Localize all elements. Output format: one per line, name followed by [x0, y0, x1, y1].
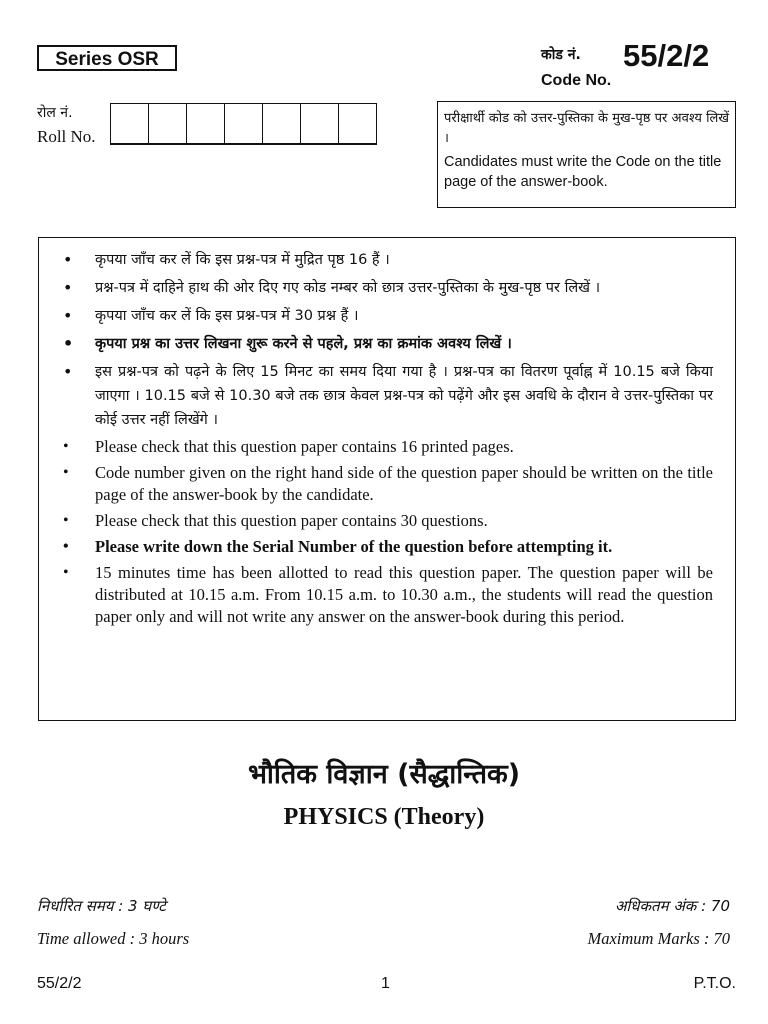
- instruction-item: • कृपया जाँच कर लें कि इस प्रश्न-पत्र में मुद्रित पृष्ठ 16 हैं ।: [95, 248, 713, 272]
- roll-number-box[interactable]: [339, 104, 377, 143]
- candidate-note-box: [437, 101, 736, 208]
- footer-code: 55/2/2: [37, 975, 82, 992]
- instruction-item: • Please check that this question paper contains 16 printed pages.: [95, 436, 713, 458]
- instruction-item: • Code number given on the right hand side of the question paper should be written on the title page of the answer-book by the candidate.: [95, 462, 713, 506]
- series-label: Series OSR: [37, 45, 177, 71]
- candidate-note-hindi: परीक्षार्थी कोड को उत्तर-पुस्तिका के मुख-पृष्ठ पर अवश्य लिखें ।: [444, 111, 729, 146]
- instruction-item: • Please write down the Serial Number of the question before attempting it.: [95, 536, 713, 558]
- roll-number-box[interactable]: [225, 104, 263, 143]
- instruction-item: • कृपया जाँच कर लें कि इस प्रश्न-पत्र में 30 प्रश्न हैं ।: [95, 304, 713, 328]
- instruction-item: • प्रश्न-पत्र में दाहिने हाथ की ओर दिए गए कोड नम्बर को छात्र उत्तर-पुस्तिका के मुख-पृष्ठ पर लिखें ।: [95, 276, 713, 300]
- roll-number-box[interactable]: [301, 104, 339, 143]
- roll-number-box[interactable]: [263, 104, 301, 143]
- time-allowed-hindi: निर्धारित समय : 3 घण्टे: [37, 897, 166, 915]
- instruction-item: • कृपया प्रश्न का उत्तर लिखना शुरू करने से पहले, प्रश्न का क्रमांक अवश्य लिखें ।: [95, 332, 713, 356]
- roll-label: Roll No.: [37, 127, 96, 146]
- roll-label-hindi: रोल नं.: [37, 105, 73, 121]
- page-number: 1: [381, 975, 390, 992]
- maximum-marks-hindi: अधिकतम अंक : 70: [614, 897, 730, 915]
- roll-number-box[interactable]: [149, 104, 187, 143]
- roll-number-boxes[interactable]: [110, 103, 377, 145]
- roll-number-box[interactable]: [187, 104, 225, 143]
- instruction-item: • इस प्रश्न-पत्र को पढ़ने के लिए 15 मिनट का समय दिया गया है । प्रश्न-पत्र का वितरण पूर्वाह्न में 10.15 बजे किया जाएगा । 10.15 बजे से 10.30 बजे तक छात्र केवल प्रश्न-पत्र को पढ़ेंगे और इस अवधि के दौरान वे उत्तर-पुस्तिका पर कोई उत्तर नहीं लिखेंगे ।: [95, 360, 713, 432]
- subject-title-hindi: भौतिक विज्ञान (सैद्धान्तिक): [247, 759, 521, 790]
- candidate-note-english: Candidates must write the Code on the title page of the answer-book.: [444, 154, 722, 190]
- time-allowed: Time allowed : 3 hours: [37, 929, 190, 948]
- instruction-item: • Please check that this question paper contains 30 questions.: [95, 510, 713, 532]
- code-number: 55/2/2: [623, 38, 710, 73]
- subject-title: PHYSICS (Theory): [283, 804, 485, 830]
- roll-number-box[interactable]: [111, 104, 149, 143]
- maximum-marks: Maximum Marks : 70: [587, 929, 730, 948]
- please-turn-over: P.T.O.: [693, 975, 736, 992]
- instruction-item: • 15 minutes time has been allotted to read this question paper. The question paper will be distributed at 10.15 a.m. From 10.15 a.m. to 10.30 a.m., the students will read the question paper only and will not write any answer on the answer-book during this period.: [95, 562, 713, 628]
- code-label: Code No.: [541, 72, 612, 89]
- instructions-list: [95, 248, 713, 628]
- instructions-box: [38, 237, 736, 721]
- code-label-hindi: कोड नं.: [541, 47, 581, 63]
